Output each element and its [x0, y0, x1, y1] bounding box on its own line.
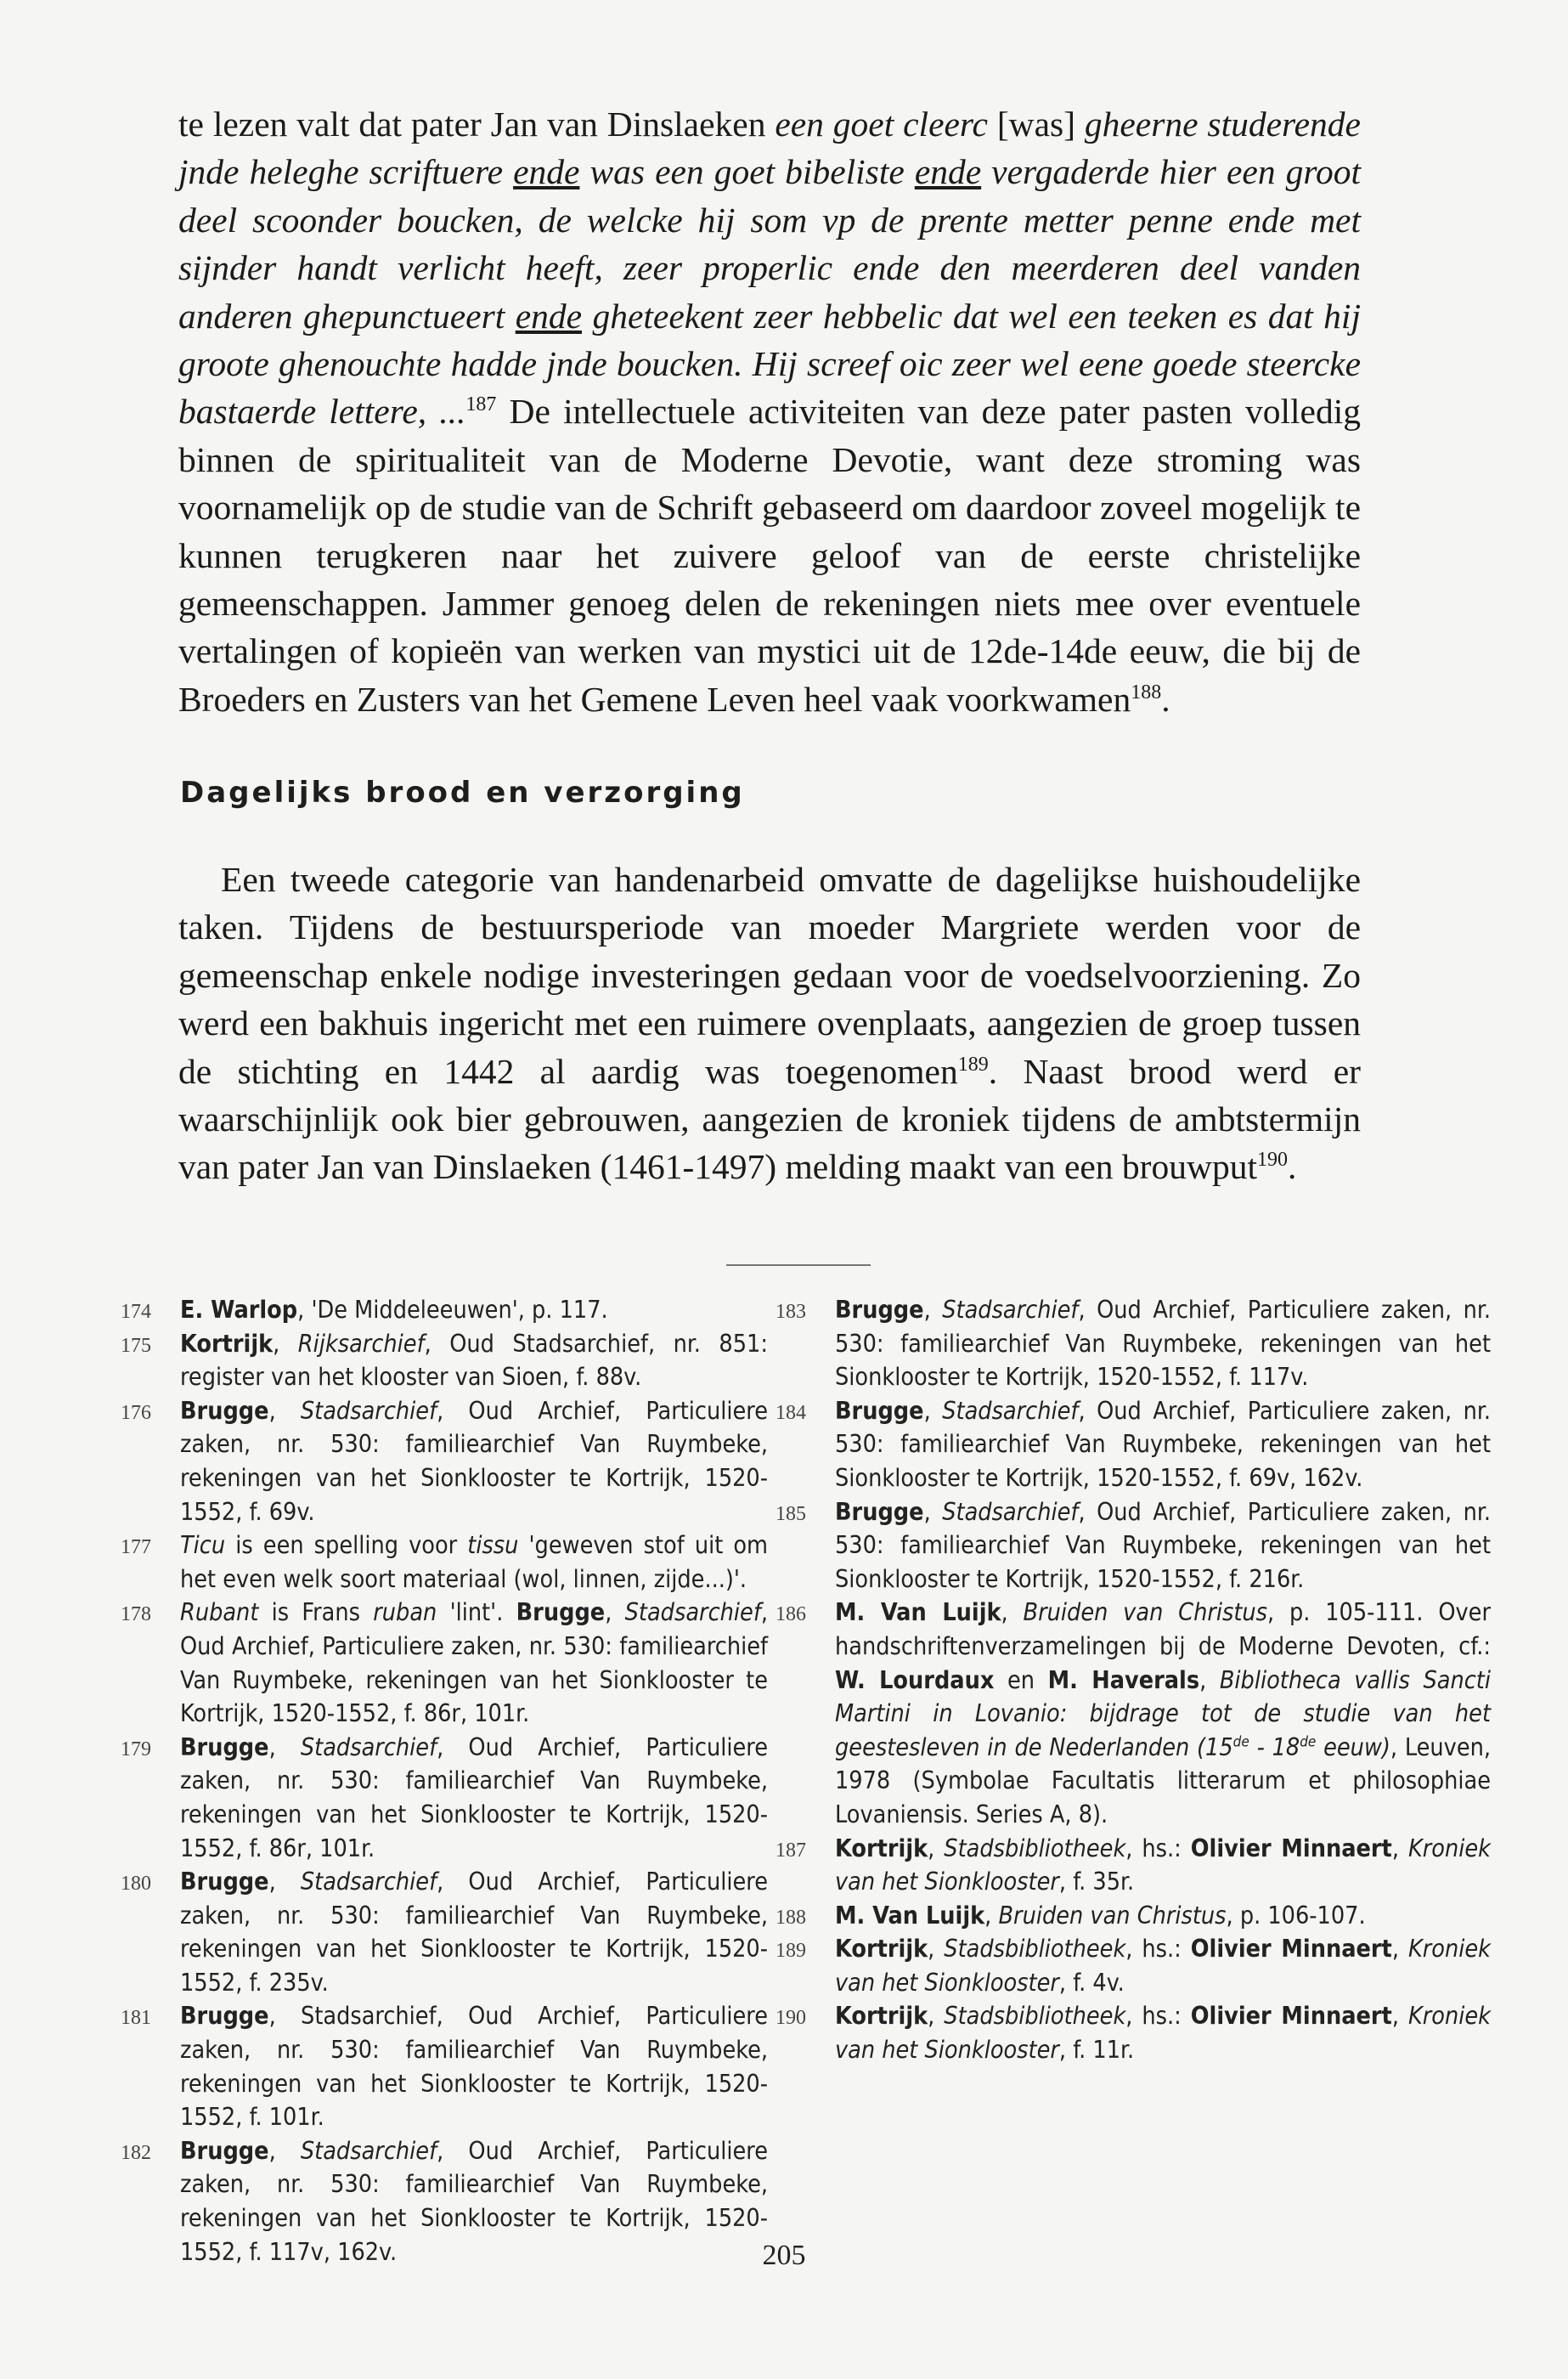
- footnote-ref: 190: [1257, 1149, 1288, 1172]
- body-paragraph-2: Een tweede categorie van handenarbeid omvatte de dagelijkse huishoudelijke taken. Tijdens de bestuursperiode van moeder Margriete werden voor de gemeenschap enkele nodige investeringen gedaan voor de voedselvoorziening. Zo werd een bakhuis ingericht met een ruimere ovenplaats, aangezien de groep tussen de stichting en 1442 al aardig was toegenomen$^{189}$. Naast brood werd er waarschijnlijk ook bier gebrouwen, aangezien de kroniek tijdens de ambtstermijn van pater Jan van Dinslaeken (1461-1497) melding maakt van een brouwput$^{190}$.: [178, 860, 1361, 1187]
- footnote: 180 Brugge, Stadsarchief, Oud Archief, Particuliere zaken, nr. 530: familiearchief Van Ruymbeke, rekeningen van het Sionklooster te Kortrijk, 1520-1552, f. 235v.: [121, 1868, 768, 1997]
- footnote-ref: 189: [957, 1053, 989, 1076]
- body-paragraph-1: te lezen valt dat pater Jan van Dinslaeken een goet cleerc [was] gheerne studerende jnde heleghe scriftuere ende was een goet bibeliste ende vergaderde hier een groot deel scoonder boucken, de welcke hij som vp de prente metter penne ende met sijnder handt verlicht heeft, zeer properlic ende den meerderen deel vanden anderen ghepunctueert ende gheteekent zeer hebbelic dat wel een teeken es dat hij groote ghenouchte hadde jnde boucken. Hij screef oic zeer wel eene goede steercke bastaerde lettere, ...$^{187}$ De intellectuele activiteiten van deze pater pasten volledig binnen de spiritualiteit van de Moderne Devotie, want deze stroming was voornamelijk op de studie van de Schrift gebaseerd om daardoor zoveel mogelijk te kunnen terugkeren naar het zuivere geloof van de eerste christelijke gemeenschappen. Jammer genoeg delen de rekeningen niets mee over eventuele vertalingen of kopieën van werken van mystici uit de 12de-14de eeuw, die bij de Broeders en Zusters van het Gemene Leven heel vaak voorkwamen$^{188}$.: [178, 105, 1361, 719]
- footnote-ref: 188: [1131, 681, 1162, 704]
- page-number: 205: [762, 2240, 806, 2271]
- footnote: 177 Ticu is een spelling voor tissu 'geweven stof uit om het even welk soort materiaal (wol, linnen, zijde...)'.: [121, 1531, 769, 1593]
- footnotes-right-column: [776, 1293, 1491, 2067]
- footnote: 188 M. Van Luijk, Bruiden van Christus, p. 106-107.: [776, 1901, 1366, 1930]
- footnote: 185 Brugge, Stadsarchief, Oud Archief, Particuliere zaken, nr. 530: familiearchief Van Ruymbeke, rekeningen van het Sionklooster te Kortrijk, 1520-1552, f. 216r.: [776, 1497, 1491, 1593]
- footnote: 175 Kortrijk, Rijksarchief, Oud Stadsarchief, nr. 851: register van het klooster van Sioen, f. 88v.: [121, 1329, 768, 1392]
- footnote: 179 Brugge, Stadsarchief, Oud Archief, Particuliere zaken, nr. 530: familiearchief Van Ruymbeke, rekeningen van het Sionklooster te Kortrijk, 1520-1552, f. 86r, 101r.: [121, 1732, 768, 1862]
- footnote: 181 Brugge, Stadsarchief, Oud Archief, Particuliere zaken, nr. 530: familiearchief Van Ruymbeke, rekeningen van het Sionklooster te Kortrijk, 1520-1552, f. 101r.: [121, 2002, 768, 2132]
- footnote: 183 Brugge, Stadsarchief, Oud Archief, Particuliere zaken, nr. 530: familiearchief Van Ruymbeke, rekeningen van het Sionklooster te Kortrijk, 1520-1552, f. 117v.: [776, 1296, 1491, 1392]
- section-heading: Dagelijks brood en verzorging: [180, 776, 745, 810]
- footnote-divider: [726, 1264, 871, 1266]
- footnote: 182 Brugge, Stadsarchief, Oud Archief, Particuliere zaken, nr. 530: familiearchief Van Ruymbeke, rekeningen van het Sionklooster te Kortrijk, 1520-1552, f. 117v, 162v.: [121, 2136, 768, 2266]
- footnote: 187 Kortrijk, Stadsbibliotheek, hs.: Olivier Minnaert, Kroniek van het Sionklooster, f. 35r.: [776, 1834, 1491, 1896]
- footnote-ref: 187: [465, 393, 497, 416]
- footnote: 174 E. Warlop, 'De Middeleeuwen', p. 117.: [121, 1296, 608, 1324]
- footnote: 178 Rubant is Frans ruban 'lint'. Brugge, Stadsarchief, Oud Archief, Particuliere zaken, nr. 530: familiearchief Van Ruymbeke, rekeningen van het Sionklooster te Kortrijk, 1520-1552, f. 86r, 101r.: [121, 1598, 768, 1728]
- footnote: 190 Kortrijk, Stadsbibliotheek, hs.: Olivier Minnaert, Kroniek van het Sionklooster, f. 11r.: [776, 2002, 1491, 2065]
- footnote: 186 M. Van Luijk, Bruiden van Christus, p. 105-111. Over handschriftenverzamelingen bij de Moderne Devoten, cf.: W. Lourdaux en M. Haverals, Bibliotheca vallis Sancti Martini in Lovanio: bijdrage tot de studie van het geestesleven in de Nederlanden (15de - 18de eeuw), Leuven, 1978 (Symbolae Facultatis litterarum et philosophiae Lovaniensis. Series A, 8).: [776, 1598, 1491, 1828]
- footnote: 176 Brugge, Stadsarchief, Oud Archief, Particuliere zaken, nr. 530: familiearchief Van Ruymbeke, rekeningen van het Sionklooster te Kortrijk, 1520-1552, f. 69v.: [121, 1396, 768, 1526]
- footnotes-left-column: [121, 1293, 768, 2269]
- footnote: 184 Brugge, Stadsarchief, Oud Archief, Particuliere zaken, nr. 530: familiearchief Van Ruymbeke, rekeningen van het Sionklooster te Kortrijk, 1520-1552, f. 69v, 162v.: [776, 1396, 1491, 1492]
- footnote: 189 Kortrijk, Stadsbibliotheek, hs.: Olivier Minnaert, Kroniek van het Sionklooster, f. 4v.: [776, 1935, 1491, 1997]
